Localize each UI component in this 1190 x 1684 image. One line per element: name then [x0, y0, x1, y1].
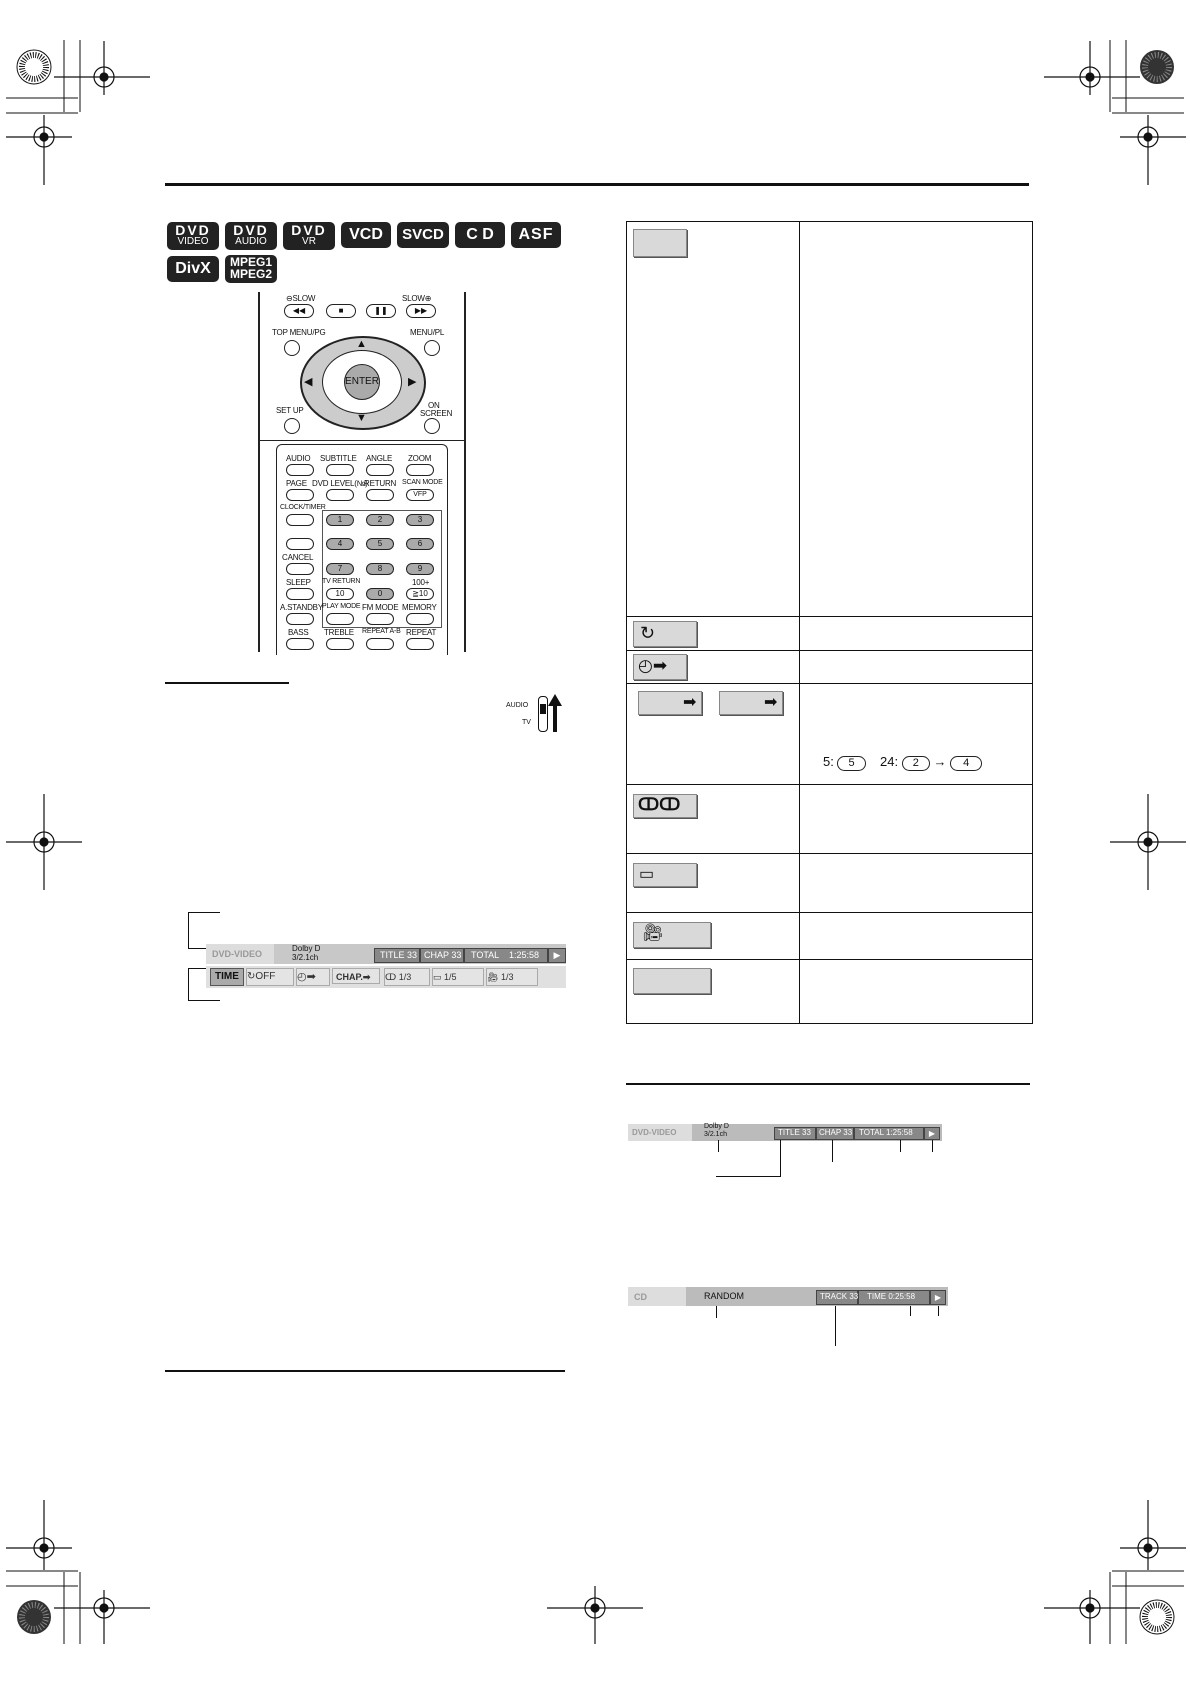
on-screen-label-2: SCREEN [420, 409, 453, 418]
cancel-label: CANCEL [282, 553, 314, 562]
digit-1-button[interactable]: 1 [326, 514, 354, 526]
sleep-button[interactable] [286, 588, 314, 600]
subtitle-chip [633, 863, 697, 887]
repeat-label: REPEAT [406, 628, 437, 637]
footer-rule-left [165, 1370, 565, 1372]
audio-chip [633, 794, 697, 818]
badge-mpeg: MPEG1 MPEG2 [225, 255, 277, 283]
time-button[interactable]: TIME [210, 968, 244, 986]
a-standby-label: A.STANDBY [280, 603, 323, 612]
digit-4-button[interactable]: 4 [326, 538, 354, 550]
clock-timer-button[interactable] [286, 514, 314, 526]
time-search-osd-button[interactable] [296, 968, 330, 986]
time-search-icon: ◴➡ [297, 971, 316, 983]
up-arrow-icon: ▲ [356, 338, 367, 350]
osd-source: DVD-VIDEO [212, 949, 263, 959]
scan-mode-label: SCAN MODE [402, 479, 443, 486]
menu-pl-button[interactable] [424, 340, 440, 356]
memory-button[interactable] [406, 613, 434, 625]
small-osd-source: DVD-VIDEO [632, 1128, 677, 1137]
badge-dvd-audio: DVD AUDIO [225, 222, 277, 250]
digit-8-button[interactable]: 8 [366, 563, 394, 575]
audio-icon: ↀ [385, 972, 397, 982]
enter-button[interactable]: ENTER [344, 364, 380, 400]
digit-6-button[interactable]: 6 [406, 538, 434, 550]
angle-osd-button[interactable]: 🎥︎ 1/3 [486, 968, 538, 986]
osd-cd [628, 1287, 948, 1306]
subtitle-osd-button[interactable]: ▭ 1/5 [432, 968, 484, 986]
bass-label: BASS [288, 628, 309, 637]
time-search-chip [633, 654, 687, 680]
angle-icon: 🎥︎ [642, 923, 664, 942]
badge-vcd: VCD [341, 222, 391, 248]
blank-chip [633, 968, 711, 994]
time-chip [633, 229, 687, 257]
digit-9-button[interactable]: 9 [406, 563, 434, 575]
badge-cd: C D [455, 222, 505, 248]
subtitle-icon: ▭ [433, 972, 442, 982]
play-icon: ▶ [924, 1127, 940, 1140]
cancel-button[interactable] [286, 563, 314, 575]
blank-button[interactable] [286, 538, 314, 550]
tv-return-label: TV RETURN [322, 578, 361, 585]
right-arrow-icon: ➡ [683, 694, 697, 711]
section-rule-right [626, 1083, 1030, 1085]
key-2: 2 [902, 756, 930, 771]
osd-function-table [626, 221, 1033, 1024]
zoom-label: ZOOM [408, 454, 432, 463]
digit-10-button[interactable]: 10 [326, 588, 354, 600]
cd-osd-mode: RANDOM [704, 1291, 744, 1301]
subtitle-button[interactable] [326, 464, 354, 476]
treble-label: TREBLE [324, 628, 354, 637]
small-osd-chap: CHAP 33 [819, 1128, 853, 1137]
badge-asf: ASF [511, 222, 561, 248]
top-menu-label: TOP MENU/PG [272, 328, 326, 337]
a-standby-button[interactable] [286, 613, 314, 625]
angle-icon: 🎥︎ [487, 972, 499, 982]
remote-control [258, 292, 466, 652]
slow-minus-label: ⊖SLOW [286, 294, 316, 303]
cd-osd-source: CD [634, 1292, 647, 1302]
osd-title: TITLE 33 [380, 950, 418, 960]
audio-label: AUDIO [286, 454, 311, 463]
clock-timer-label: CLOCK/TIMER [280, 504, 326, 511]
osd-main [206, 944, 566, 990]
badge-dvd-vr: DVD VR [283, 222, 335, 250]
play-mode-label: PLAY MODE [322, 603, 361, 610]
digit-7-button[interactable]: 7 [326, 563, 354, 575]
time-search-icon: ◴➡ [638, 656, 668, 675]
angle-button[interactable] [366, 464, 394, 476]
digit-gte10-button[interactable]: ≧10 [406, 588, 434, 600]
osd-total-label: TOTAL [471, 950, 500, 960]
repeat-ab-button[interactable] [366, 638, 394, 650]
audio-button[interactable] [286, 464, 314, 476]
header-rule [165, 183, 1029, 186]
slow-back-button[interactable]: ◀◀ [284, 304, 314, 318]
dvd-level-label: DVD LEVEL(№) [312, 479, 368, 488]
setup-button[interactable] [284, 418, 300, 434]
stop-button[interactable]: ■ [326, 304, 356, 318]
play-icon: ▶ [548, 948, 566, 963]
on-screen-button[interactable] [424, 418, 440, 434]
page-label: PAGE [286, 479, 307, 488]
repeat-chip [633, 621, 697, 647]
osd-chap: CHAP 33 [424, 950, 462, 960]
right-arrow-icon: ▶ [408, 376, 417, 388]
number-entry-example: 5: 5 24: 2 → 4 [823, 754, 982, 771]
vfp-button[interactable]: VFP [406, 489, 434, 501]
switch-tv-label: TV [522, 719, 531, 726]
up-arrow-icon [548, 694, 562, 732]
slow-plus-label: SLOW⊕ [402, 294, 432, 303]
menu-pl-label: MENU/PL [410, 328, 445, 337]
right-arrow-icon: ➡ [764, 694, 778, 711]
audio-osd-button[interactable]: ↀ 1/3 [384, 968, 430, 986]
setup-label: SET UP [276, 406, 304, 415]
subtitle-label: SUBTITLE [320, 454, 357, 463]
fm-mode-label: FM MODE [362, 603, 399, 612]
repeat-ab-label: REPEAT A-B [362, 628, 401, 635]
subtitle-icon: ▭ [639, 866, 655, 883]
left-arrow-icon: ◀ [304, 376, 313, 388]
return-button[interactable] [366, 489, 394, 501]
sleep-label: SLEEP [286, 578, 311, 587]
cd-osd-time: TIME 0:25:58 [867, 1292, 916, 1301]
repeat-osd-button[interactable]: ↻OFF [246, 968, 294, 986]
top-menu-button[interactable] [284, 340, 300, 356]
return-label: RETURN [364, 479, 397, 488]
chapter-search-osd-button[interactable]: CHAP.➡ [332, 968, 380, 984]
osd-dvd-small [628, 1124, 942, 1141]
pause-button[interactable]: ❚❚ [366, 304, 396, 318]
treble-button[interactable] [326, 638, 354, 650]
down-arrow-icon: ▼ [356, 412, 367, 424]
key-5: 5 [837, 756, 865, 771]
repeat-icon: ↻ [640, 623, 656, 643]
digit-0-button[interactable]: 0 [366, 588, 394, 600]
play-mode-button[interactable] [326, 613, 354, 625]
cd-osd-track: TRACK 33 [820, 1292, 859, 1301]
memory-label: MEMORY [402, 603, 437, 612]
osd-total-value: 1:25:58 [509, 950, 540, 960]
small-osd-audio-2: 3/2.1ch [704, 1131, 727, 1138]
audio-icon: ↀↀ [638, 795, 681, 814]
chapter-search-icon: ➡ [362, 972, 371, 982]
repeat-button[interactable] [406, 638, 434, 650]
arrow-icon: → [933, 754, 947, 769]
slow-forward-button[interactable]: ▶▶ [406, 304, 436, 318]
digit-3-button[interactable]: 3 [406, 514, 434, 526]
chapter-search-chip-1 [638, 691, 702, 715]
angle-chip [633, 922, 711, 948]
osd-audio-channels: 3/2.1ch [292, 953, 319, 962]
zoom-button[interactable] [406, 464, 434, 476]
section-underline [165, 682, 289, 684]
play-icon: ▶ [930, 1290, 946, 1305]
fm-mode-button[interactable] [366, 613, 394, 625]
audio-tv-switch [506, 694, 566, 734]
repeat-icon: ↻ [247, 971, 256, 982]
on-screen-label-1: ON [428, 401, 440, 410]
page-button[interactable] [286, 489, 314, 501]
key-4: 4 [950, 756, 982, 771]
switch-audio-label: AUDIO [506, 702, 529, 709]
small-osd-total: TOTAL 1:25:58 [859, 1128, 913, 1137]
badge-divx: DivX [167, 256, 219, 282]
badge-dvd-video: DVD VIDEO [167, 222, 219, 250]
badge-svcd: SVCD [397, 222, 449, 248]
bass-button[interactable] [286, 638, 314, 650]
hundred-plus-label: 100+ [412, 578, 430, 587]
small-osd-title: TITLE 33 [778, 1128, 811, 1137]
chapter-search-chip-2 [719, 691, 783, 715]
digit-2-button[interactable]: 2 [366, 514, 394, 526]
angle-label: ANGLE [366, 454, 393, 463]
dvd-level-button[interactable] [326, 489, 354, 501]
osd-audio-format: Dolby D [292, 944, 321, 953]
digit-5-button[interactable]: 5 [366, 538, 394, 550]
small-osd-audio-1: Dolby D [704, 1123, 729, 1130]
